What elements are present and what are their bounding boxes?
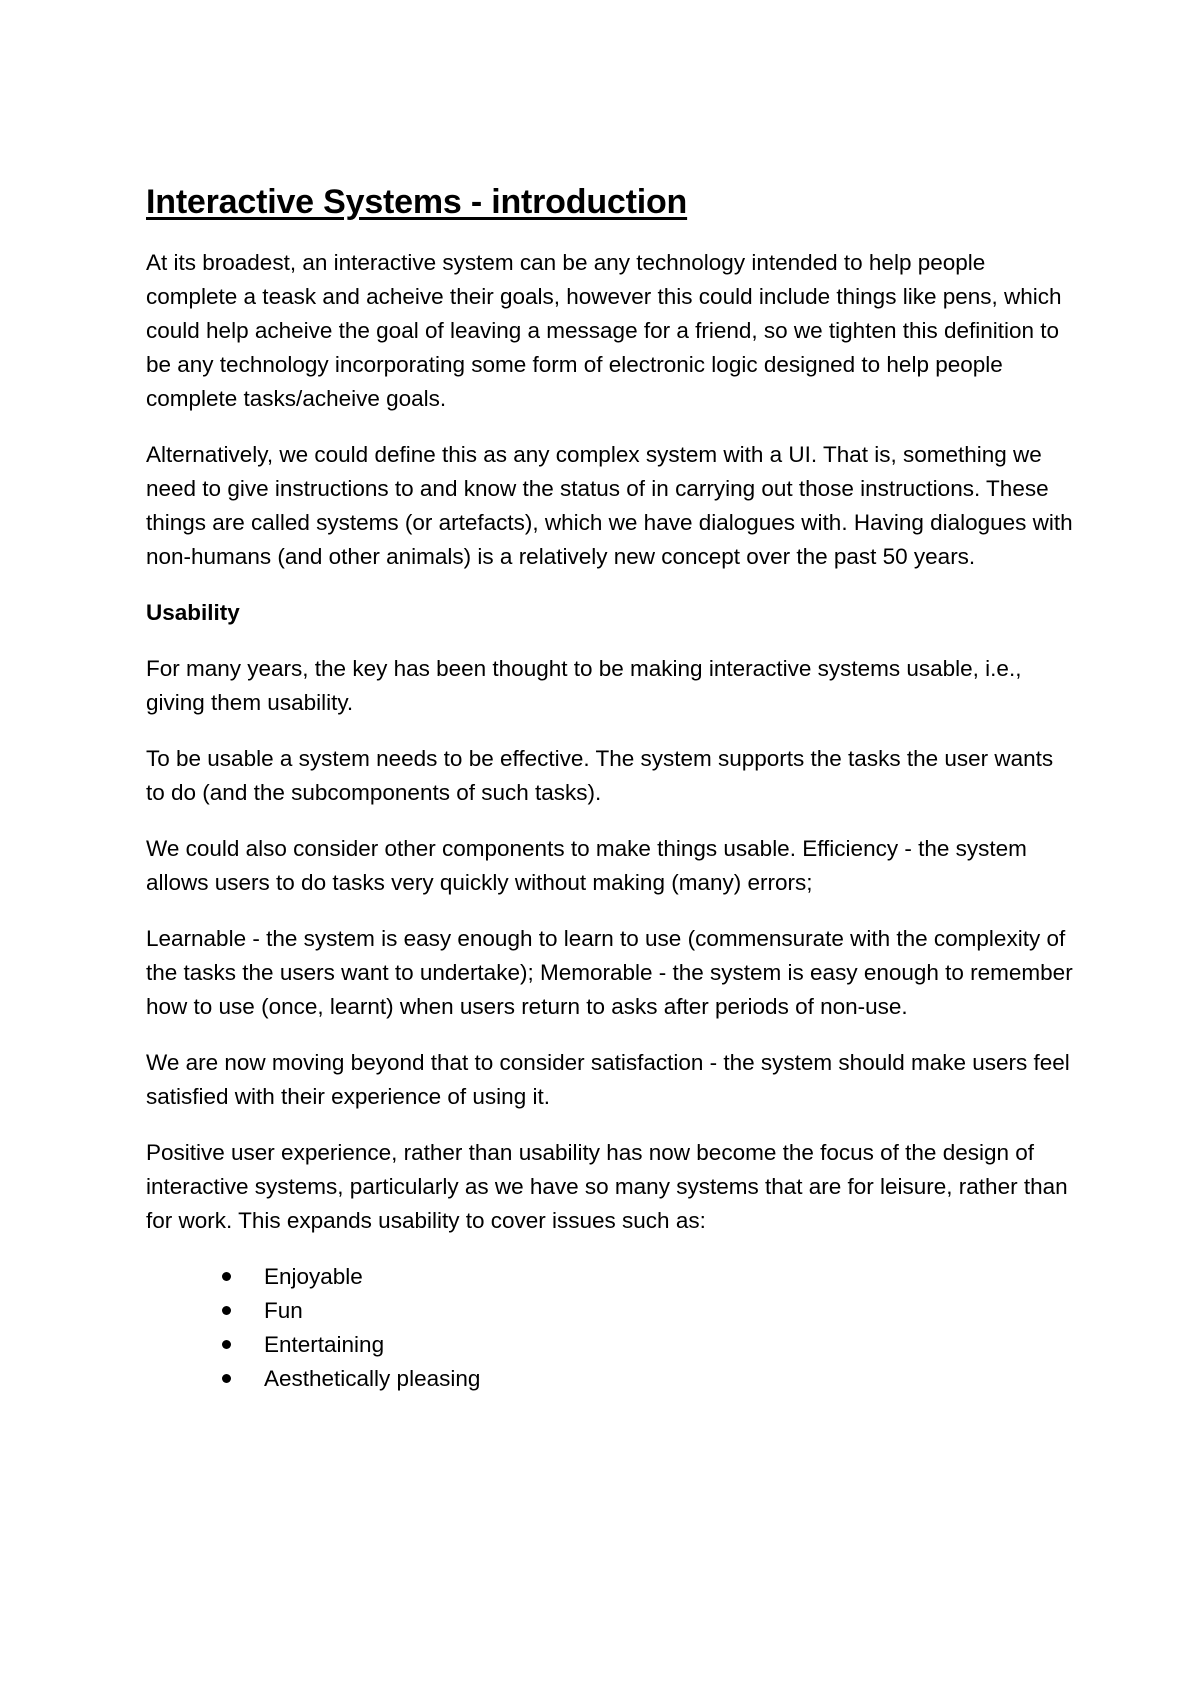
bullet-icon bbox=[222, 1374, 231, 1383]
usability-paragraph-4: Learnable - the system is easy enough to learn to use (commensurate with the complexity of the tasks the users want to undertake); Memorable - the system is easy enough to remember how to use (once, learnt) when users return to asks after periods of non-use. bbox=[146, 926, 1073, 1019]
bullet-icon bbox=[222, 1306, 231, 1315]
bullet-list bbox=[146, 1260, 1076, 1396]
document-title: Interactive Systems - introduction bbox=[146, 183, 688, 221]
bullet-item bbox=[222, 1328, 1076, 1362]
document-body bbox=[146, 178, 1076, 1396]
bullet-text: Fun bbox=[264, 1298, 303, 1323]
section-heading-usability: Usability bbox=[146, 600, 240, 625]
usability-paragraph-5: We are now moving beyond that to consider satisfaction - the system should make users feel satisfied with their experience of using it. bbox=[146, 1050, 1070, 1109]
bullet-item bbox=[222, 1260, 1076, 1294]
intro-paragraph-2: Alternatively, we could define this as any complex system with a UI. That is, something we need to give instructions to and know the status of in carrying out those instructions. These things are called systems (or artefacts), which we have dialogues with. Having dialogues with non-humans (and other animals) is a relatively new concept over the past 50 years. bbox=[146, 442, 1073, 569]
usability-paragraph-3: We could also consider other components to make things usable. Efficiency - the system allows users to do tasks very quickly without making (many) errors; bbox=[146, 836, 1027, 895]
bullet-item bbox=[222, 1362, 1076, 1396]
bullet-icon bbox=[222, 1340, 231, 1349]
bullet-item bbox=[222, 1294, 1076, 1328]
bullet-icon bbox=[222, 1272, 231, 1281]
bullet-text: Enjoyable bbox=[264, 1264, 363, 1289]
intro-paragraph-1: At its broadest, an interactive system can be any technology intended to help people complete a teask and acheive their goals, however this could include things like pens, which could help acheive the goal of leaving a message for a friend, so we tighten this definition to be any technology incorporating some form of electronic logic designed to help people complete tasks/acheive goals. bbox=[146, 250, 1062, 411]
usability-paragraph-2: To be usable a system needs to be effective. The system supports the tasks the user wants to do (and the subcomponents of such tasks). bbox=[146, 746, 1054, 805]
bullet-text: Entertaining bbox=[264, 1332, 385, 1357]
bullet-text: Aesthetically pleasing bbox=[264, 1366, 481, 1391]
usability-paragraph-1: For many years, the key has been thought to be making interactive systems usable, i.e., giving them usability. bbox=[146, 656, 1022, 715]
usability-paragraph-6: Positive user experience, rather than usability has now become the focus of the design of interactive systems, particularly as we have so many systems that are for leisure, rather than for work. This expands usability to cover issues such as: bbox=[146, 1140, 1068, 1233]
